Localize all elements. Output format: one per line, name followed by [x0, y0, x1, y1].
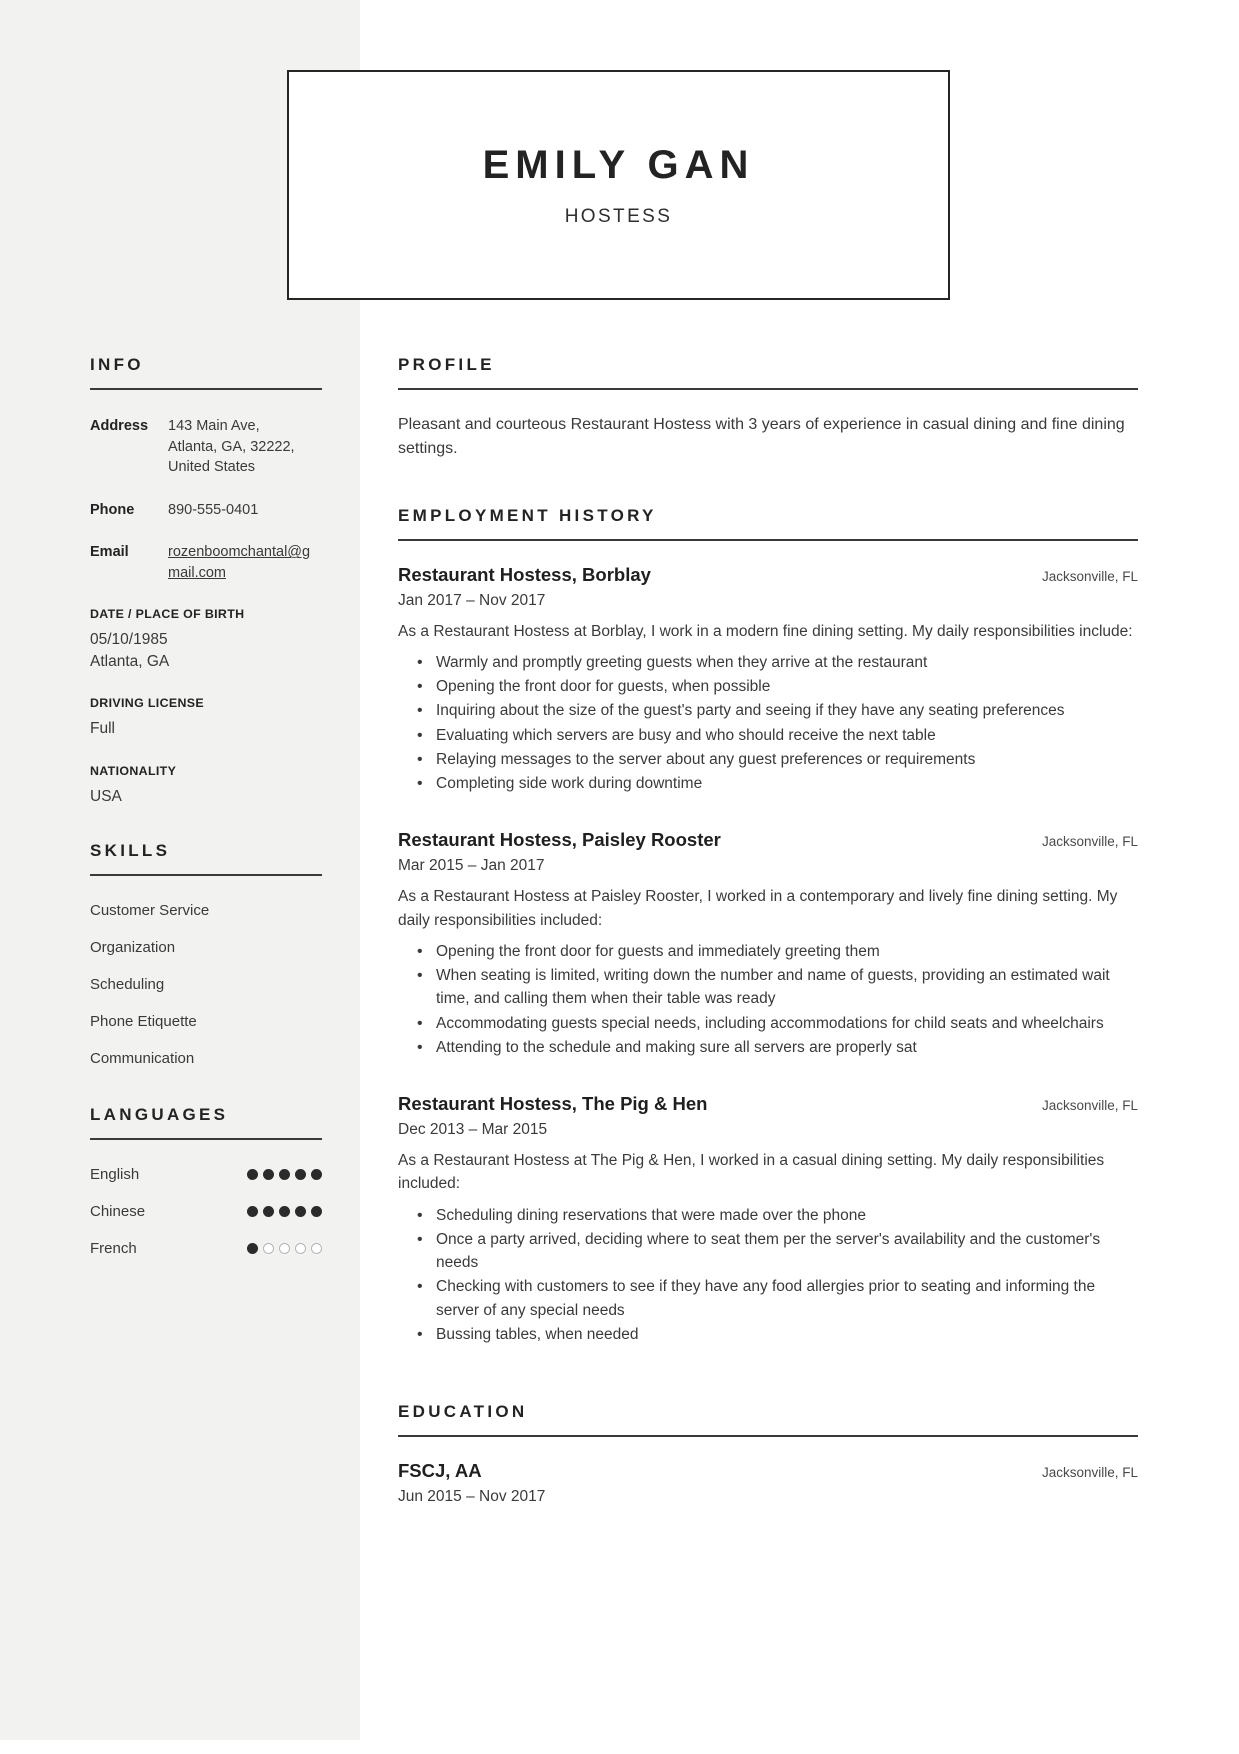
level-dot-filled — [247, 1206, 258, 1217]
level-dot-filled — [263, 1206, 274, 1217]
entry-bullet: • Bussing tables, when needed — [436, 1323, 1138, 1346]
skills-divider — [90, 874, 322, 876]
entry-header — [398, 829, 1138, 851]
driving-license-value: Full — [90, 720, 115, 738]
phone-label: Phone — [90, 501, 135, 518]
address-label: Address — [90, 418, 149, 434]
skill-item: Phone Etiquette — [90, 1012, 197, 1030]
entry-bullet: • When seating is limited, writing down the number and name of guests, providing an estimated wait time, and calling them when their table was ready — [436, 964, 1138, 1011]
entry-header — [398, 564, 1138, 586]
level-dot-empty — [295, 1243, 306, 1254]
entry-title: Restaurant Hostess, Paisley Rooster — [398, 829, 721, 851]
entry-location: Jacksonville, FL — [1041, 834, 1138, 850]
info-row-address — [90, 416, 322, 478]
candidate-role: HOSTESS — [564, 205, 673, 227]
info-divider — [90, 388, 322, 390]
profile-section-heading: PROFILE — [398, 355, 495, 374]
entry-bullet: • Opening the front door for guests and immediately greeting them — [436, 940, 1138, 963]
entry-description: As a Restaurant Hostess at Paisley Rooster, I worked in a contemporary and lively fine dining setting. My daily responsibilities included: — [398, 888, 1118, 929]
level-dot-empty — [279, 1243, 290, 1254]
language-row — [90, 1166, 322, 1183]
skill-item: Customer Service — [90, 901, 210, 919]
entry-bullet: • Evaluating which servers are busy and who should receive the next table — [436, 724, 1138, 747]
phone-value: 890-555-0401 — [168, 501, 259, 518]
entry-bullet: • Completing side work during downtime — [436, 772, 1138, 795]
employment-entry — [398, 1093, 1138, 1346]
entry-bullet: • Relaying messages to the server about any guest preferences or requirements — [436, 748, 1138, 771]
address-value: 143 Main Ave, Atlanta, GA, 32222, United States — [168, 418, 295, 476]
sidebar — [90, 355, 322, 1277]
language-row — [90, 1240, 322, 1257]
entry-header — [398, 1460, 1138, 1482]
nationality-value: USA — [90, 787, 122, 805]
name-header-box — [287, 70, 950, 300]
employment-entry — [398, 564, 1138, 796]
info-row-email — [90, 542, 322, 583]
employment-divider — [398, 539, 1138, 541]
entry-bullet-list — [398, 651, 1138, 796]
candidate-name: EMILY GAN — [482, 142, 755, 187]
entry-bullet-list — [398, 1204, 1138, 1347]
education-section-heading: EDUCATION — [398, 1402, 528, 1422]
birth-value: 05/10/1985 Atlanta, GA — [90, 631, 170, 670]
employment-section-heading: EMPLOYMENT HISTORY — [398, 505, 657, 525]
entry-location: Jacksonville, FL — [1041, 1098, 1138, 1114]
education-list — [398, 1460, 1138, 1506]
entry-bullet: • Scheduling dining reservations that were made over the phone — [436, 1204, 1138, 1227]
entry-bullet: • Accommodating guests special needs, including accommodations for child seats and wheelchairs — [436, 1012, 1138, 1035]
level-dot-filled — [295, 1169, 306, 1180]
info-section-heading: INFO — [90, 355, 144, 374]
language-level-dots — [247, 1243, 322, 1254]
entry-description: As a Restaurant Hostess at Borblay, I work in a modern fine dining setting. My daily responsibilities include: — [398, 622, 1133, 640]
level-dot-filled — [311, 1206, 322, 1217]
skills-section-heading: SKILLS — [90, 840, 171, 860]
language-name: English — [90, 1165, 140, 1183]
level-dot-filled — [279, 1206, 290, 1217]
email-label: Email — [90, 544, 129, 561]
level-dot-filled — [263, 1169, 274, 1180]
level-dot-filled — [247, 1169, 258, 1180]
languages-divider — [90, 1138, 322, 1140]
entry-bullet-list — [398, 940, 1138, 1059]
entry-title: FSCJ, AA — [398, 1460, 482, 1482]
entry-location: Jacksonville, FL — [1041, 568, 1138, 584]
entry-bullet: • Opening the front door for guests, when possible — [436, 675, 1138, 698]
level-dot-empty — [263, 1243, 274, 1254]
entry-dates: Jun 2015 – Nov 2017 — [398, 1488, 546, 1506]
languages-section-heading: LANGUAGES — [90, 1104, 229, 1124]
languages-list — [90, 1166, 322, 1257]
entry-bullet: • Warmly and promptly greeting guests when they arrive at the restaurant — [436, 651, 1138, 674]
level-dot-filled — [295, 1206, 306, 1217]
entry-dates: Mar 2015 – Jan 2017 — [398, 857, 545, 875]
entry-dates: Jan 2017 – Nov 2017 — [398, 591, 546, 609]
birth-label: DATE / PLACE OF BIRTH — [90, 607, 245, 622]
entry-bullet: • Once a party arrived, deciding where to seat them per the server's availability and the customer's needs — [436, 1228, 1138, 1275]
entry-header — [398, 1093, 1138, 1115]
entry-dates: Dec 2013 – Mar 2015 — [398, 1121, 548, 1139]
level-dot-filled — [247, 1243, 258, 1254]
language-level-dots — [247, 1206, 322, 1217]
level-dot-filled — [311, 1169, 322, 1180]
entry-title: Restaurant Hostess, The Pig & Hen — [398, 1093, 708, 1115]
skill-item: Communication — [90, 1049, 195, 1067]
entry-bullet: • Checking with customers to see if they have any food allergies prior to seating and informing the server of any special needs — [436, 1275, 1138, 1322]
info-row-phone — [90, 500, 322, 521]
education-divider — [398, 1435, 1138, 1437]
skill-item: Organization — [90, 938, 176, 956]
entry-location: Jacksonville, FL — [1041, 1465, 1138, 1481]
employment-entry — [398, 829, 1138, 1059]
profile-divider — [398, 388, 1138, 390]
entry-title: Restaurant Hostess, Borblay — [398, 563, 651, 585]
education-entry — [398, 1460, 1138, 1506]
language-row — [90, 1203, 322, 1220]
language-level-dots — [247, 1169, 322, 1180]
skill-item: Scheduling — [90, 975, 165, 993]
level-dot-empty — [311, 1243, 322, 1254]
entry-bullet: • Attending to the schedule and making sure all servers are properly sat — [436, 1036, 1138, 1059]
entry-bullet: • Inquiring about the size of the guest's party and seeing if they have any seating preferences — [436, 699, 1138, 722]
language-name: Chinese — [90, 1202, 146, 1220]
page-bottom-edge — [0, 1740, 1239, 1754]
email-link[interactable]: rozenboomchantal@gmail.com — [168, 544, 311, 581]
nationality-label: NATIONALITY — [90, 763, 177, 778]
profile-text: Pleasant and courteous Restaurant Hostess with 3 years of experience in casual dining and fine dining settings. — [398, 416, 1125, 458]
entry-description: As a Restaurant Hostess at The Pig & Hen, I worked in a casual dining setting. My daily responsibilities included: — [398, 1152, 1105, 1193]
level-dot-filled — [279, 1169, 290, 1180]
driving-license-label: DRIVING LICENSE — [90, 696, 205, 711]
language-name: French — [90, 1239, 137, 1257]
main-column — [398, 355, 1138, 1540]
skills-list — [90, 902, 322, 1067]
employment-list — [398, 564, 1138, 1347]
